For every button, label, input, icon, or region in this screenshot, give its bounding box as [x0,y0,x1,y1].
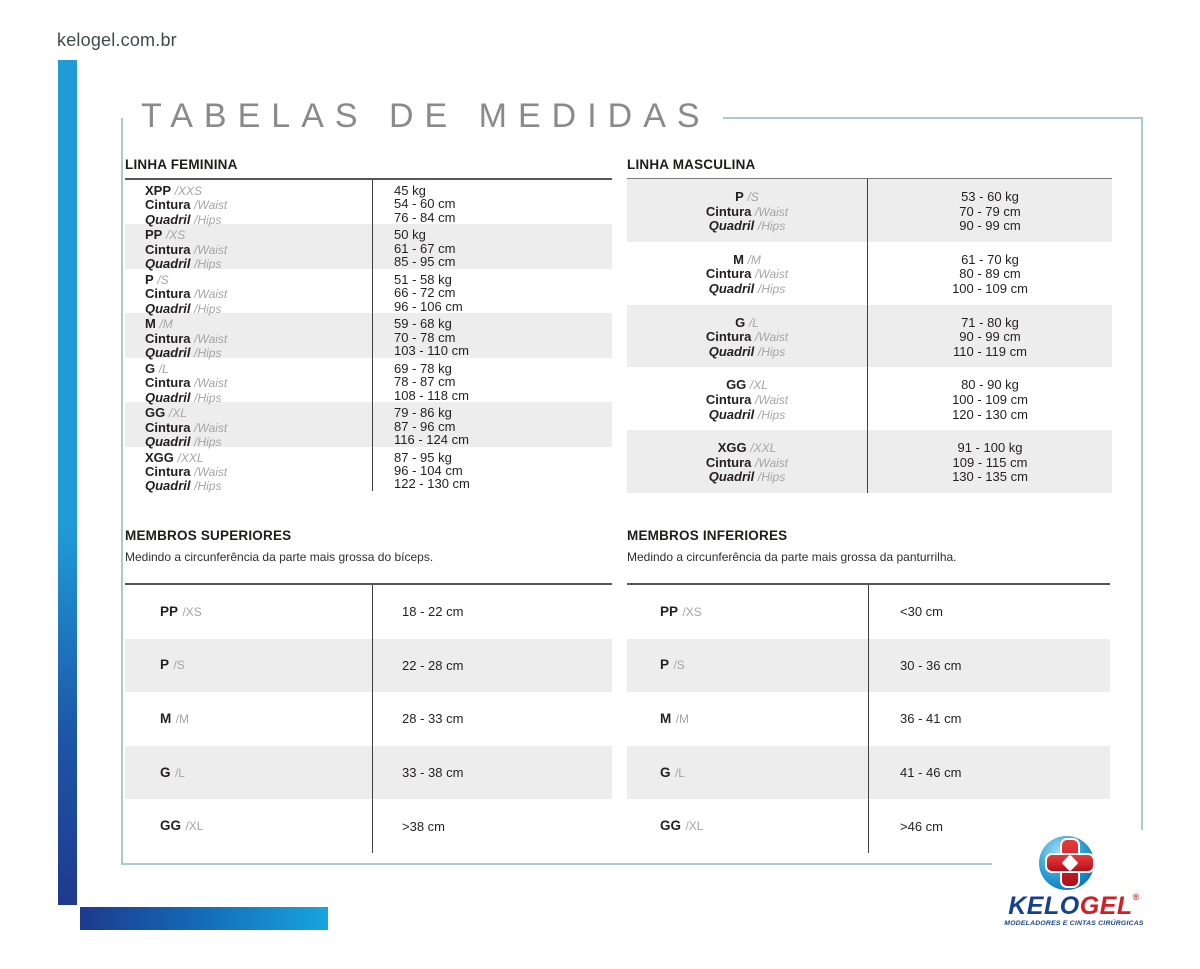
left-accent-bar [58,60,77,905]
measure-value: 18 - 22 cm [402,604,464,620]
waist-label: Cintura [145,375,191,391]
frame-top-border [723,117,1143,119]
size-intl-label: /L [748,315,759,330]
size-value-cell [868,746,1110,800]
size-value-cell [372,447,612,491]
hips-value: 103 - 110 cm [394,343,469,359]
size-value-cell [868,639,1110,693]
size-label-cell [125,269,372,316]
size-row [125,692,612,746]
size-intl-label: /XS [182,604,202,619]
size-label-cell [125,224,372,272]
measure-value: 41 - 46 cm [900,765,962,781]
size-intl-label: /XL [185,819,204,834]
size-value-cell [867,179,1112,242]
hips-intl-label: /Hips [757,470,786,485]
size-row [627,585,1110,639]
section-linha-masculina [627,157,1112,493]
size-row [125,224,612,272]
size-label-cell [125,603,372,621]
measure-value: >46 cm [900,818,943,834]
size-row [125,180,612,227]
size-label: G [660,764,671,780]
section-title-superiores: MEMBROS SUPERIORES [125,528,292,543]
size-intl-label: /XXL [177,450,204,465]
hips-value: 100 - 109 cm [952,280,1028,296]
waist-intl-label: /Waist [194,376,228,391]
section-desc-superiores: Medindo a circunferência da parte mais grossa do bíceps. [125,550,434,564]
hips-value: 85 - 95 cm [394,254,456,270]
waist-intl-label: /Waist [194,287,228,302]
hips-value: 108 - 118 cm [394,387,469,403]
size-label: PP [145,227,163,243]
weight-value: 87 - 95 kg [394,449,452,465]
size-label: GG [726,377,747,393]
waist-intl-label: /Waist [755,204,789,219]
size-row [125,313,612,361]
size-label-cell [125,764,372,782]
size-value-cell [372,692,612,746]
frame-left-border [121,118,123,865]
size-intl-label: /L [174,765,185,780]
size-label: PP [160,603,179,619]
size-label-cell [627,710,868,728]
size-intl-label: /S [157,272,169,287]
size-value-cell [372,269,612,313]
waist-value: 54 - 60 cm [394,196,456,212]
waist-label: Cintura [705,266,752,282]
size-intl-label: /M [747,252,761,267]
measure-value: >38 cm [402,818,445,834]
size-row [627,430,1112,493]
size-value-cell [372,585,612,639]
weight-value: 61 - 70 kg [961,251,1019,267]
hips-label: Quadril [145,433,191,449]
weight-value: 45 kg [394,183,426,198]
logo-wordmark [992,892,1156,921]
size-intl-label: /S [673,658,685,673]
waist-value: 80 - 89 cm [959,266,1021,282]
size-row [125,746,612,800]
frame-bottom-border [121,863,1143,865]
hips-value: 130 - 135 cm [952,469,1028,485]
section-title-feminina: LINHA FEMININA [125,157,238,172]
size-label-cell [125,656,372,674]
waist-intl-label: /Waist [194,331,228,346]
weight-value: 80 - 90 kg [961,377,1019,393]
size-label: XPP [145,183,172,198]
hips-label: Quadril [145,389,191,405]
registered-mark: ® [1132,892,1140,902]
hips-value: 110 - 119 cm [953,343,1027,359]
size-value-cell [372,639,612,693]
frame-right-border [1141,117,1143,865]
hips-value: 96 - 106 cm [394,298,463,314]
waist-value: 70 - 79 cm [959,203,1021,219]
waist-value: 66 - 72 cm [394,285,456,301]
waist-intl-label: /Waist [755,392,789,407]
hips-label: Quadril [145,345,191,361]
hips-value: 116 - 124 cm [394,431,469,447]
hips-value: 120 - 130 cm [952,406,1028,422]
waist-intl-label: /Waist [755,267,789,282]
size-intl-label: /M [175,711,190,726]
size-value-cell [372,402,612,446]
size-value-cell [867,242,1112,305]
size-label-cell [125,358,372,405]
size-label: GG [145,405,166,421]
weight-value: 71 - 80 kg [961,314,1019,330]
waist-value: 109 - 115 cm [952,454,1028,470]
size-row [125,269,612,316]
section-title-masculina: LINHA MASCULINA [627,157,756,172]
hips-intl-label: /Hips [194,390,222,405]
bottom-accent-bar [80,907,328,930]
size-row [627,367,1112,430]
waist-label: Cintura [145,197,191,213]
measure-value: 33 - 38 cm [402,765,464,781]
waist-label: Cintura [145,463,191,479]
waist-intl-label: /Waist [755,330,789,345]
size-intl-label: /XL [168,406,187,421]
size-row [627,305,1112,368]
size-row [125,358,612,405]
size-intl-label: /XL [749,378,768,393]
weight-value: 51 - 58 kg [394,271,452,287]
logo-tagline: MODELADORES E CINTAS CIRÚRGICAS [1004,920,1144,927]
waist-intl-label: /Waist [194,198,228,213]
waist-label: Cintura [705,391,752,407]
size-intl-label: /L [674,765,685,780]
size-value-cell [867,305,1112,368]
page-title: TABELAS DE MEDIDAS [141,97,711,135]
size-label-cell [627,179,867,242]
logo-word-gel: GEL [1079,892,1133,920]
size-value-cell [372,746,612,800]
hips-intl-label: /Hips [194,212,222,227]
size-intl-label: /L [158,361,169,376]
size-intl-label: /XXS [174,184,202,198]
size-value-cell [372,180,612,224]
hips-intl-label: /Hips [194,434,222,449]
size-row [125,639,612,693]
hips-label: Quadril [708,280,755,296]
waist-value: 61 - 67 cm [394,240,456,256]
kelogel-logo [992,830,1156,932]
waist-label: Cintura [145,286,191,302]
hips-label: Quadril [145,211,191,227]
measure-value: 28 - 33 cm [402,711,464,727]
weight-value: 91 - 100 kg [957,440,1023,456]
size-row [125,447,612,494]
size-label-cell [627,242,867,305]
waist-label: Cintura [145,330,191,346]
size-label: G [160,764,171,780]
size-label: M [660,710,672,726]
size-value-cell [372,358,612,402]
size-label-cell [125,402,372,449]
size-row [627,242,1112,305]
size-row [627,639,1110,693]
size-label: GG [160,818,182,834]
waist-label: Cintura [145,419,191,435]
waist-value: 87 - 96 cm [394,418,456,434]
size-value-cell [868,585,1110,639]
table-membros-inferiores [627,583,1110,853]
size-label-cell [627,656,868,674]
size-intl-label: /XL [685,819,704,834]
size-label: M [160,710,172,726]
size-intl-label: /XS [165,228,186,243]
hips-intl-label: /Hips [194,301,222,316]
waist-intl-label: /Waist [194,464,228,479]
table-membros-superiores [125,583,612,853]
hips-intl-label: /Hips [194,479,222,494]
size-label: P [160,657,170,673]
waist-label: Cintura [705,454,752,470]
size-label-cell [627,367,867,430]
hips-value: 76 - 84 cm [394,209,456,225]
size-intl-label: /XXL [750,441,777,456]
size-value-cell [372,313,612,357]
waist-value: 100 - 109 cm [952,391,1028,407]
weight-value: 59 - 68 kg [394,316,452,332]
hips-value: 90 - 99 cm [959,218,1021,234]
waist-value: 90 - 99 cm [959,329,1021,345]
hips-value: 122 - 130 cm [394,476,470,492]
size-label-cell [627,430,867,493]
size-label: G [735,314,746,330]
size-row [627,179,1112,242]
size-label-cell [125,817,372,835]
size-label-cell [627,764,868,782]
hips-label: Quadril [145,256,191,272]
size-label-cell [125,710,372,728]
hips-intl-label: /Hips [194,346,222,361]
size-label: PP [660,603,679,619]
size-row [627,692,1110,746]
waist-label: Cintura [145,241,191,257]
hips-label: Quadril [145,300,191,316]
hips-label: Quadril [708,406,755,422]
hips-label: Quadril [145,478,191,494]
table-linha-feminina [125,178,612,494]
size-value-cell [372,799,612,853]
size-value-cell [372,224,612,268]
measure-value: 22 - 28 cm [402,657,464,673]
size-label-cell [627,305,867,368]
waist-intl-label: /Waist [194,242,228,257]
measure-value: 30 - 36 cm [900,657,962,673]
size-label-cell [125,447,372,494]
hips-intl-label: /Hips [194,257,222,272]
waist-intl-label: /Waist [755,455,789,470]
weight-value: 53 - 60 kg [961,189,1019,204]
section-desc-inferiores: Medindo a circunferência da parte mais grossa da panturrilha. [627,550,957,564]
size-label: P [660,657,670,673]
size-value-cell [868,692,1110,746]
waist-value: 96 - 104 cm [394,462,463,478]
size-intl-label: /S [747,190,759,204]
size-value-cell [867,367,1112,430]
logo-word-kelo: KELO [1008,892,1080,920]
size-row [125,799,612,853]
section-membros-superiores [125,528,612,853]
size-intl-label: /M [159,317,173,332]
hips-intl-label: /Hips [757,219,786,234]
size-intl-label: /M [675,711,690,726]
hips-label: Quadril [708,469,755,485]
size-label: G [145,360,156,376]
section-title-inferiores: MEMBROS INFERIORES [627,528,788,543]
measure-value: 36 - 41 cm [900,711,962,727]
kelogel-cross-icon [1039,836,1094,890]
waist-value: 70 - 78 cm [394,329,456,345]
size-label: P [145,271,154,287]
hips-intl-label: /Hips [757,344,786,359]
site-url: kelogel.com.br [57,30,177,50]
size-intl-label: /S [173,658,185,673]
weight-value: 50 kg [394,227,426,243]
table-linha-masculina [627,178,1112,493]
waist-label: Cintura [705,203,752,219]
size-row [125,585,612,639]
size-row [627,746,1110,800]
size-label: M [145,316,156,332]
size-row [125,402,612,449]
waist-label: Cintura [705,329,752,345]
measure-value: <30 cm [900,604,943,620]
size-label-cell [125,313,372,361]
size-label-cell [125,180,372,227]
size-label: M [733,251,744,267]
size-label: XGG [717,440,747,456]
hips-intl-label: /Hips [757,281,786,296]
size-intl-label: /XS [682,604,702,619]
size-label-cell [627,603,868,621]
weight-value: 69 - 78 kg [394,360,452,376]
weight-value: 79 - 86 kg [394,405,452,421]
hips-label: Quadril [708,343,755,359]
waist-value: 78 - 87 cm [394,374,456,390]
size-label-cell [627,817,868,835]
hips-intl-label: /Hips [757,407,786,422]
size-label: GG [660,818,682,834]
hips-label: Quadril [708,218,755,234]
section-linha-feminina [125,157,612,494]
section-membros-inferiores [627,528,1110,853]
waist-intl-label: /Waist [194,420,228,435]
size-label: P [735,189,744,204]
size-value-cell [867,430,1112,493]
size-label: XGG [145,449,174,465]
